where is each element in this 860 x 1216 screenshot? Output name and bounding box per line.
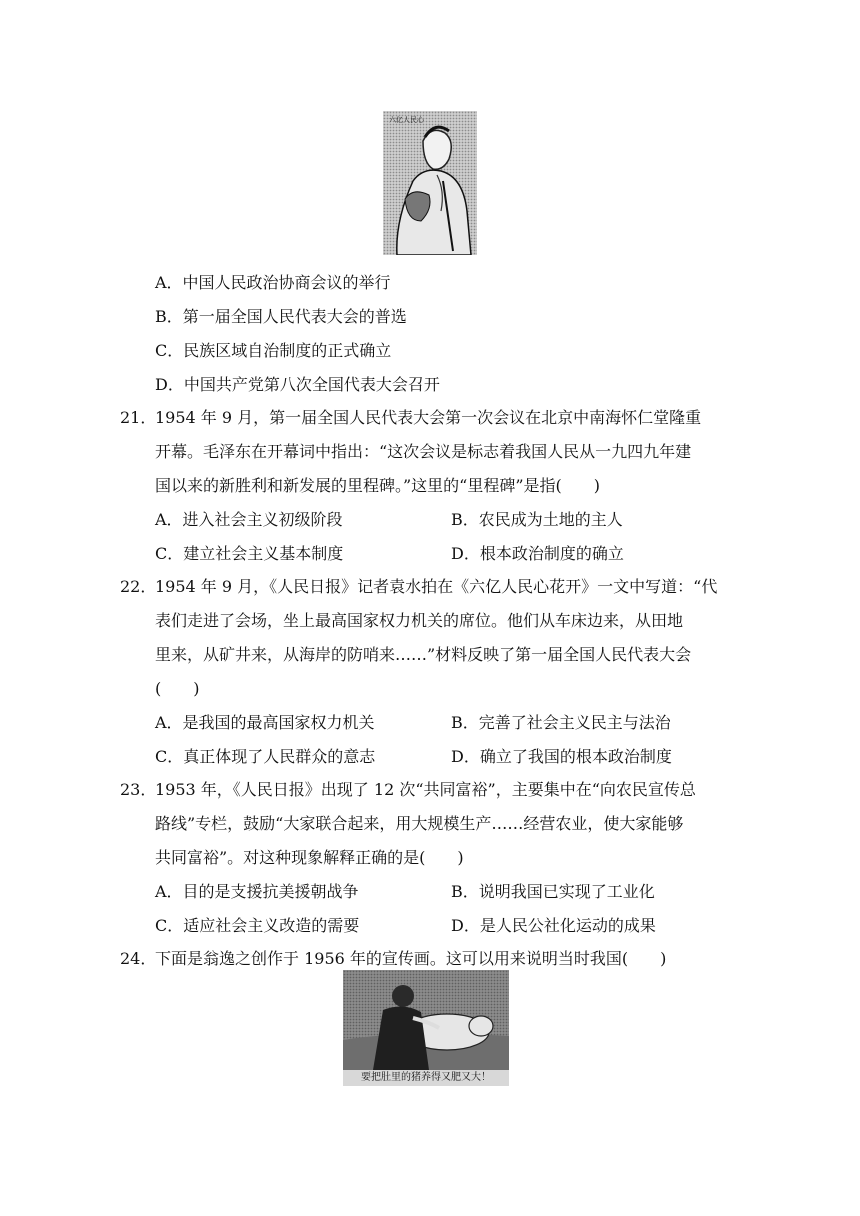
q22-option-d: D．确立了我国的根本政治制度	[451, 747, 672, 766]
q22-line-2: 表们走进了会场，坐上最高国家权力机关的席位。他们从车床边来，从田地	[155, 611, 684, 630]
q24-line-1: 下面是翁逸之创作于 1956 年的宣传画。这可以用来说明当时我国( )	[155, 949, 667, 968]
q22-line-3: 里来，从矿井来，从海岸的防哨来……”材料反映了第一届全国人民代表大会	[155, 645, 692, 664]
q21-number: 21．	[120, 408, 157, 427]
portrait-corner-text: 六亿人民心	[389, 116, 424, 124]
q21-line-3: 国以来的新胜利和新发展的里程碑。”这里的“里程碑”是指( )	[155, 476, 601, 495]
q23-line-1: 1953 年，《人民日报》出现了 12 次“共同富裕”，主要集中在“向农民宣传总	[155, 780, 696, 799]
poster-caption: 要把肚里的猪养得又肥又大！	[343, 1070, 509, 1086]
portrait-illustration	[383, 111, 477, 255]
q21-option-d: D．根本政治制度的确立	[451, 544, 624, 563]
q21-option-c: C．建立社会主义基本制度	[155, 544, 344, 563]
q23-number: 23．	[120, 780, 157, 799]
poster-drawing	[343, 970, 509, 1086]
q23-line-2: 路线”专栏，鼓励“大家联合起来，用大规模生产……经营农业，使大家能够	[155, 814, 684, 833]
prev-option-d: D．中国共产党第八次全国代表大会召开	[155, 375, 440, 394]
prev-option-c: C．民族区域自治制度的正式确立	[155, 341, 392, 360]
q21-option-b: B．农民成为土地的主人	[451, 510, 623, 529]
q21-line-1: 1954 年 9 月，第一届全国人民代表大会第一次会议在北京中南海怀仁堂隆重	[155, 408, 702, 427]
q22-line-1: 1954 年 9 月，《人民日报》记者袁水拍在《六亿人民心花开》一文中写道：“代	[155, 577, 718, 596]
q23-option-a: A．目的是支援抗美援朝战争	[155, 882, 359, 901]
q23-line-3: 共同富裕”。对这种现象解释正确的是( )	[155, 848, 464, 867]
q22-option-b: B．完善了社会主义民主与法治	[451, 713, 671, 732]
q22-option-c: C．真正体现了人民群众的意志	[155, 747, 376, 766]
q21-line-2: 开幕。毛泽东在开幕词中指出：“这次会议是标志着我国人民从一九四九年建	[155, 442, 692, 461]
q23-option-b: B．说明我国已实现了工业化	[451, 882, 655, 901]
q22-option-a: A．是我国的最高国家权力机关	[155, 713, 375, 732]
q23-option-d: D．是人民公社化运动的成果	[451, 916, 656, 935]
prev-option-a: A．中国人民政治协商会议的举行	[155, 273, 391, 292]
q22-line-4: ( )	[155, 679, 200, 698]
q22-number: 22．	[120, 577, 157, 596]
q24-number: 24．	[120, 949, 157, 968]
propaganda-poster	[343, 970, 509, 1086]
prev-option-b: B．第一届全国人民代表大会的普选	[155, 307, 407, 326]
q23-option-c: C．适应社会主义改造的需要	[155, 916, 360, 935]
portrait-drawing	[383, 111, 477, 255]
q21-option-a: A．进入社会主义初级阶段	[155, 510, 343, 529]
